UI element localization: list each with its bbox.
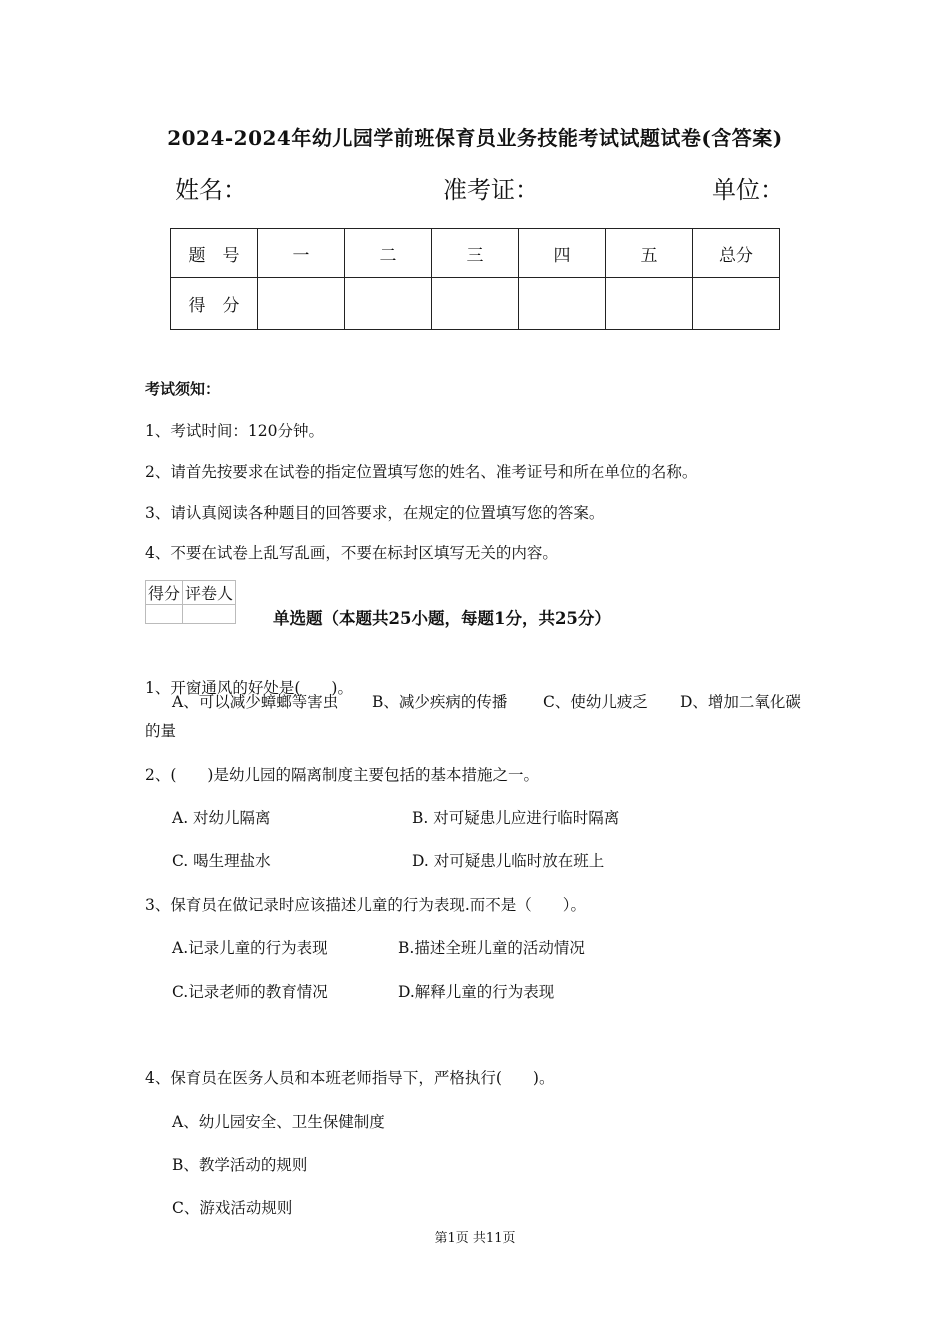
document-title: 2024-2024年幼儿园学前班保育员业务技能考试试题试卷(含答案) <box>167 126 783 150</box>
question-option[interactable]: B、教学活动的规则 <box>172 1156 308 1174</box>
score-table-header-cell: 四 <box>519 229 606 278</box>
score-cell[interactable] <box>258 278 345 330</box>
grader-box <box>145 580 236 624</box>
question-option[interactable]: B. 对可疑患儿应进行临时隔离 <box>412 809 620 827</box>
score-table-score-row <box>171 278 780 330</box>
question-stem: 2、( )是幼儿园的隔离制度主要包括的基本措施之一。 <box>145 766 539 784</box>
score-table-header-cell: 总分 <box>693 229 780 278</box>
question-option[interactable]: D.解释儿童的行为表现 <box>398 983 555 1001</box>
question-option[interactable]: C. 喝生理盐水 <box>172 852 271 870</box>
grader-name-label: 评卷人 <box>183 581 236 605</box>
unit-label: 单位： <box>712 176 784 204</box>
score-cell[interactable] <box>606 278 693 330</box>
question-option-wrap: 的量 <box>145 722 177 740</box>
question-option[interactable]: B.描述全班儿童的活动情况 <box>398 939 585 957</box>
question-stem: 4、保育员在医务人员和本班老师指导下，严格执行( )。 <box>145 1069 555 1087</box>
section-title: 单选题（本题共25小题，每题1分，共25分） <box>273 609 611 628</box>
score-cell[interactable] <box>519 278 606 330</box>
name-label: 姓名： <box>175 176 247 204</box>
score-cell[interactable] <box>432 278 519 330</box>
question-stem: 3、保育员在做记录时应该描述儿童的行为表现.而不是（ ）。 <box>145 896 587 914</box>
score-table-header-cell: 五 <box>606 229 693 278</box>
grader-name-cell[interactable] <box>183 605 236 624</box>
score-table-header-cell: 三 <box>432 229 519 278</box>
notice-item: 1、考试时间：120分钟。 <box>145 422 324 440</box>
score-table-header-cell: 二 <box>345 229 432 278</box>
page-footer: 第1页 共11页 <box>434 1231 516 1246</box>
question-option[interactable]: D. 对可疑患儿临时放在班上 <box>412 852 605 870</box>
question-option[interactable]: A.记录儿童的行为表现 <box>172 939 328 957</box>
grader-score-label: 得分 <box>146 581 183 605</box>
score-table <box>170 228 780 330</box>
notice-item: 2、请首先按要求在试卷的指定位置填写您的姓名、准考证号和所在单位的名称。 <box>145 463 698 481</box>
question-option[interactable]: C、游戏活动规则 <box>172 1199 293 1217</box>
grader-score-cell[interactable] <box>146 605 183 624</box>
question-option[interactable]: A. 对幼儿隔离 <box>172 809 271 827</box>
notice-item: 3、请认真阅读各种题目的回答要求，在规定的位置填写您的答案。 <box>145 504 605 522</box>
score-cell[interactable] <box>693 278 780 330</box>
notice-item: 4、不要在试卷上乱写乱画，不要在标封区填写无关的内容。 <box>145 544 558 562</box>
question-stem: 1、开窗通风的好处是( )。 <box>145 679 353 697</box>
score-table-header-cell: 一 <box>258 229 345 278</box>
question-option[interactable]: C、使幼儿疲乏 <box>543 693 648 711</box>
score-row-label: 得 分 <box>171 278 258 330</box>
question-option[interactable]: A、幼儿园安全、卫生保健制度 <box>172 1113 385 1131</box>
question-option[interactable]: C.记录老师的教育情况 <box>172 983 328 1001</box>
question-option[interactable]: A、可以减少蟑螂等害虫 <box>172 693 339 711</box>
score-table-header-row <box>171 229 780 278</box>
score-cell[interactable] <box>345 278 432 330</box>
score-table-header-cell: 题 号 <box>171 229 258 278</box>
notice-title: 考试须知： <box>145 380 221 398</box>
question-option[interactable]: B、减少疾病的传播 <box>372 693 508 711</box>
exam-id-label: 准考证： <box>443 176 539 204</box>
question-option[interactable]: D、增加二氧化碳 <box>680 693 801 711</box>
